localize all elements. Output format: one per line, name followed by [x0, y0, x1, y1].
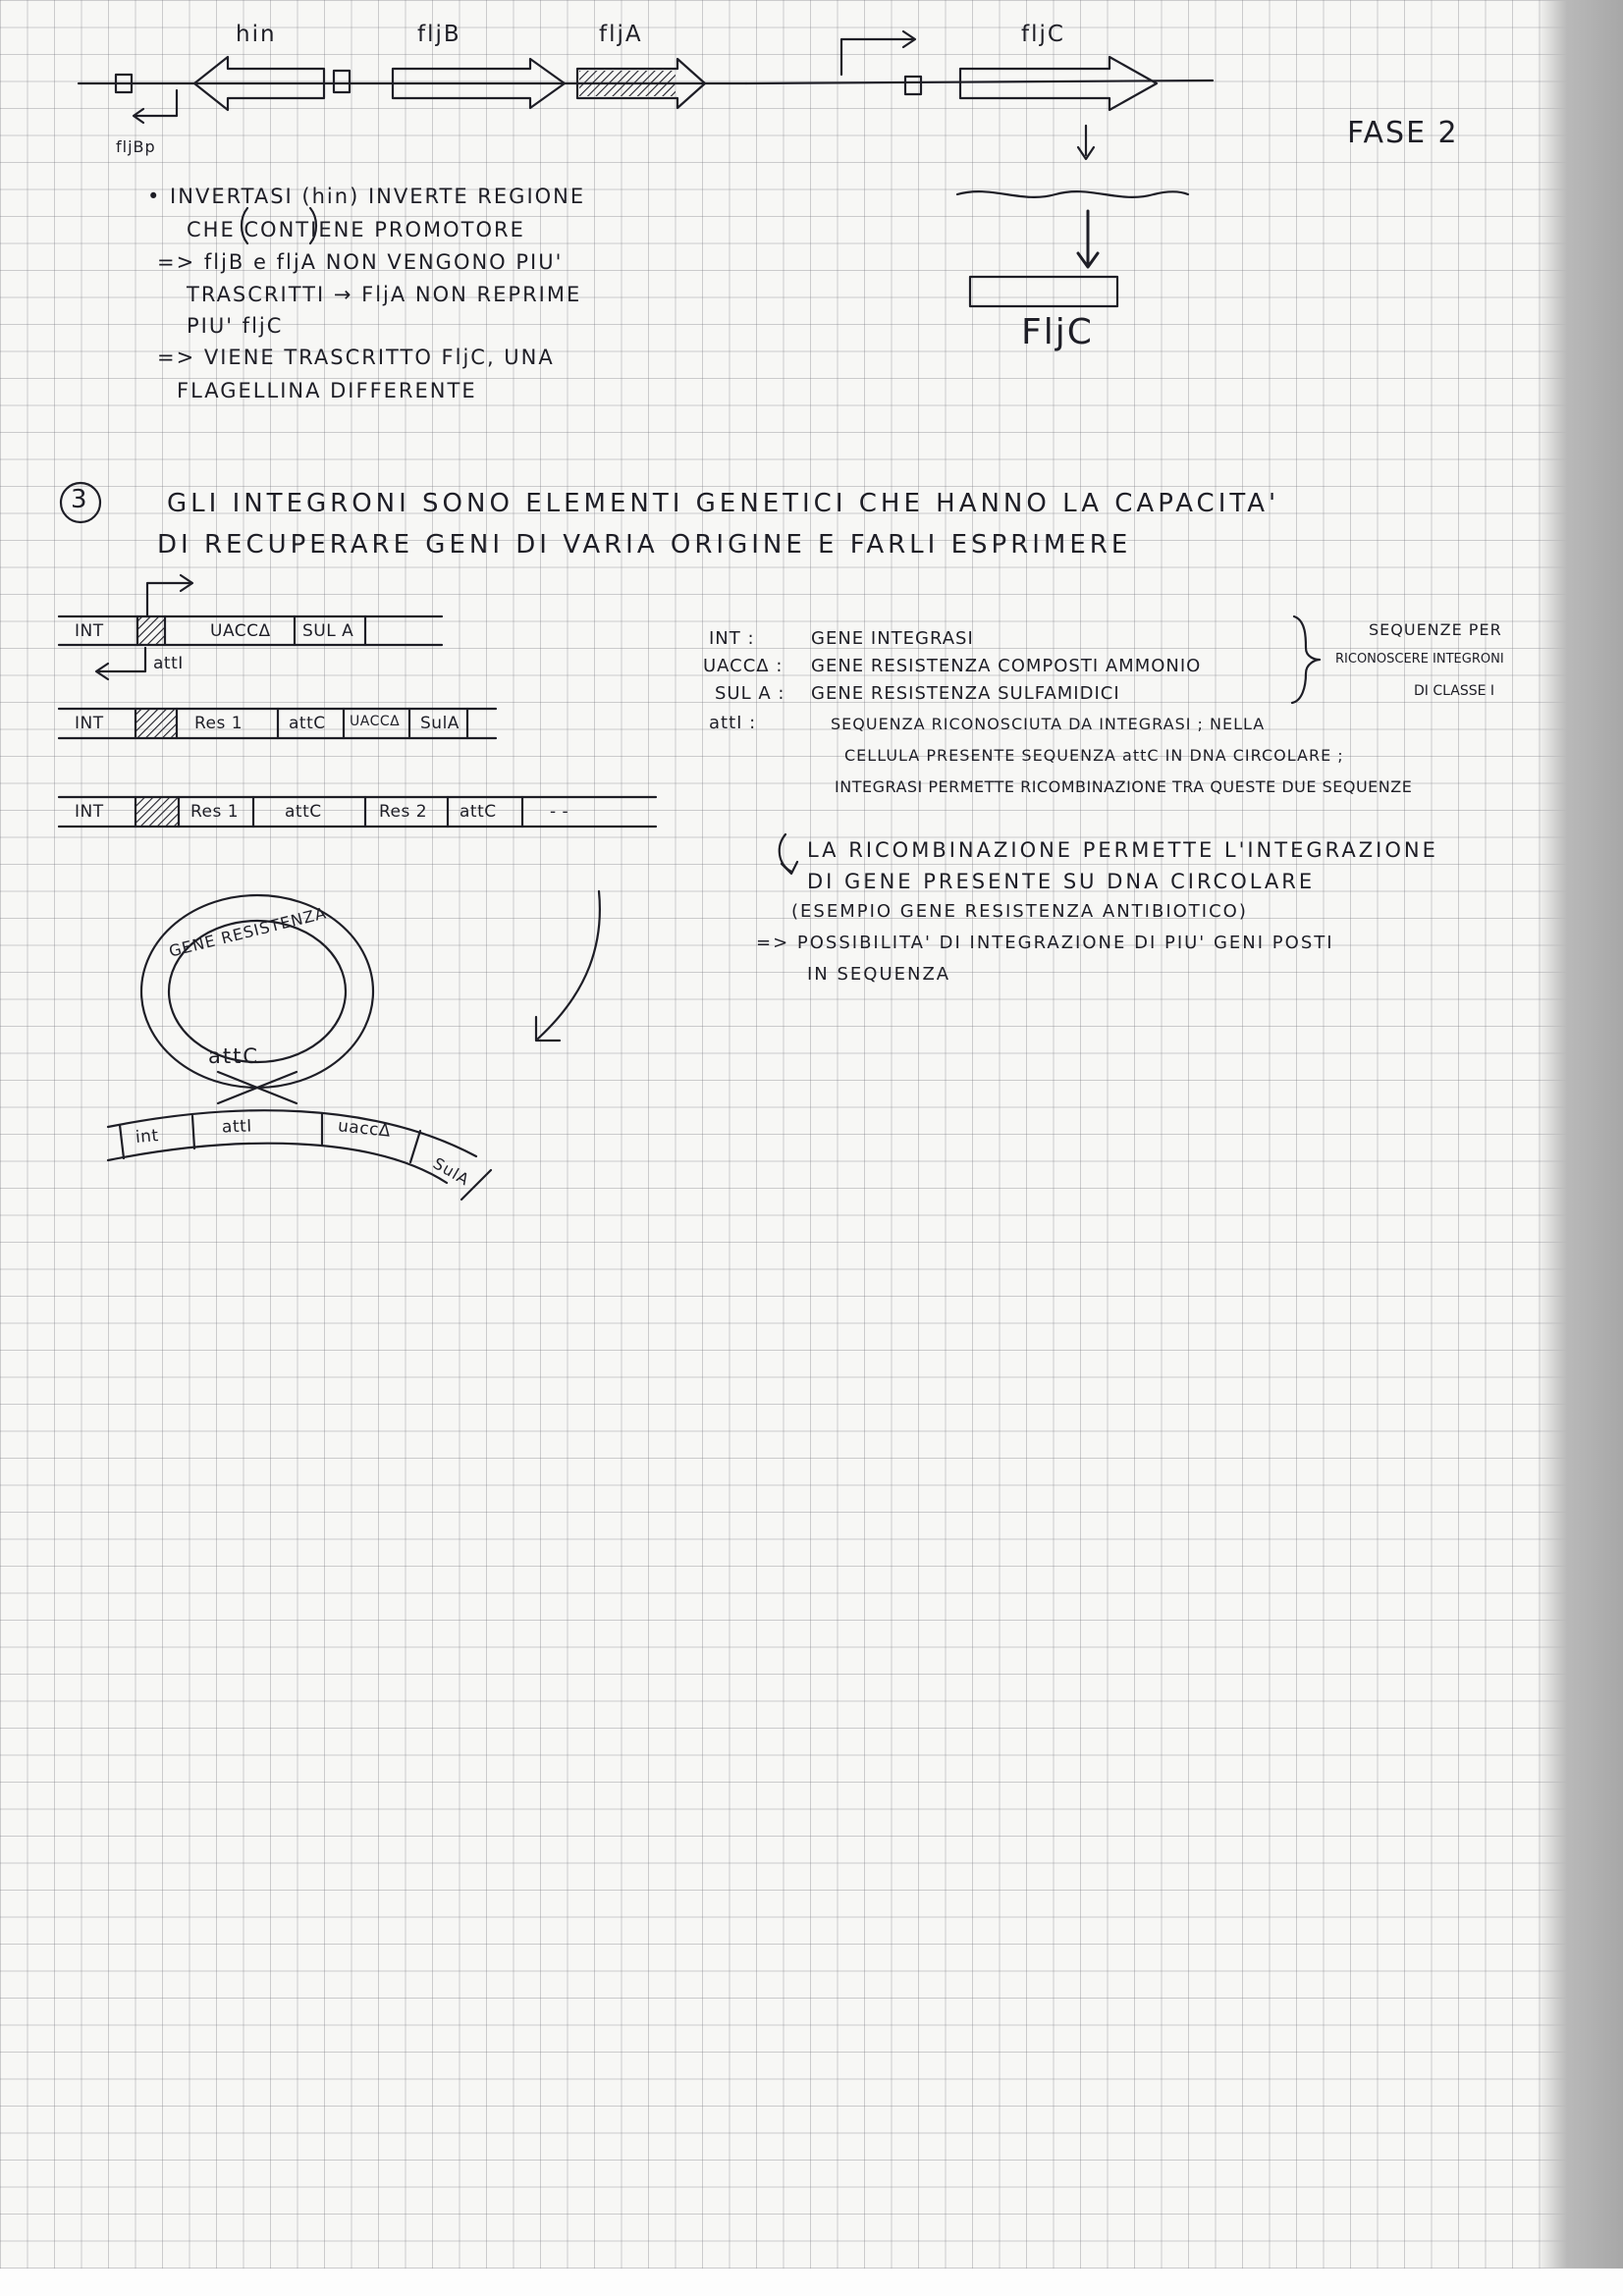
binding-shadow [1537, 0, 1623, 2296]
note-line-6: => VIENE TRASCRITTO FljC, UNA [157, 346, 555, 369]
section-number: 3 [71, 485, 89, 514]
circle-gene-label: GENE RESISTENZA [167, 903, 329, 961]
bar2-int: INT [75, 714, 104, 733]
legend-text-int: GENE INTEGRASI [811, 628, 974, 649]
bar3-int: INT [75, 802, 104, 822]
legend-key-uacc: UACCΔ : [703, 656, 784, 676]
bar3-attc-1: attC [285, 802, 322, 822]
note-line-2: CHE CONTIENE PROMOTORE [187, 218, 525, 241]
fljbp-promoter-arrow [135, 90, 177, 116]
bar1-sula: SUL A [302, 621, 354, 641]
fljc-gene-arrow [960, 57, 1157, 110]
legend-text-atti: SEQUENZA RICONOSCIUTA DA INTEGRASI ; NELLA [831, 715, 1266, 733]
recomb-line-5: IN SEQUENZA [807, 964, 951, 985]
bar3-attc-2: attC [460, 802, 497, 822]
legend-key-sula: SUL A : [715, 683, 785, 704]
legend-key-int: INT : [709, 628, 755, 649]
operon-dna-line-2 [746, 80, 1213, 83]
recomb-line-2: DI GENE PRESENTE SU DNA CIRCOLARE [807, 870, 1316, 893]
legend-text-sula: GENE RESISTENZA SULFAMIDICI [811, 683, 1120, 704]
legend-cont-2: INTEGRASI PERMETTE RICOMBINAZIONE TRA QUESTE DUE SEQUENZE [835, 777, 1413, 796]
circle-attc-label: attC [208, 1044, 259, 1068]
bar2-uacc: UACCΔ [350, 714, 401, 729]
bar3-ellipsis: - - [550, 802, 569, 822]
gene-label-fljc: fljC [1021, 22, 1065, 47]
note-line-7: FLAGELLINA DIFFERENTE [177, 379, 477, 402]
page-bottom-edge [0, 2269, 1623, 2296]
bracket-note-2: RICONOSCERE INTEGRONI [1335, 652, 1504, 667]
operator-box [905, 77, 921, 94]
gene-label-fljb: fljB [417, 22, 461, 47]
arc-uacc: uaccΔ [337, 1116, 392, 1142]
note-line-3: => fljB e fljA NON VENGONO PIU' [157, 250, 564, 274]
bar3-res2: Res 2 [379, 802, 428, 822]
bar3-res1: Res 1 [190, 802, 240, 822]
fljc-protein-bar [970, 277, 1117, 306]
gene-label-flja: fljA [599, 22, 643, 47]
irr-box [334, 71, 350, 92]
bar2-attc: attC [289, 714, 326, 733]
arc-int: int [135, 1126, 160, 1148]
promoter-label-fljbp: fljBp [116, 137, 156, 156]
arc-bar-bottom [108, 1144, 447, 1183]
section-heading-line-2: DI RECUPERARE GENI DI VARIA ORIGINE E FARLI ESPRIMERE [157, 530, 1132, 560]
arc-bar-top [108, 1110, 476, 1156]
arc-sula: SulA [429, 1153, 473, 1190]
bracket-note-1: SEQUENZE PER [1369, 620, 1502, 639]
recomb-line-1: LA RICOMBINAZIONE PERMETTE L'INTEGRAZIONE [807, 838, 1438, 862]
bar1-int: INT [75, 621, 104, 641]
arc-atti: attI [221, 1116, 253, 1138]
bracket-note-3: DI CLASSE I [1414, 683, 1495, 699]
section-heading-line-1: GLI INTEGRONI SONO ELEMENTI GENETICI CHE HANNO LA CAPACITA' [167, 489, 1280, 518]
bar2-res1: Res 1 [194, 714, 243, 733]
bar1-uacc: UACCΔ [210, 621, 271, 641]
note-line-4: TRASCRITTI → FljA NON REPRIME [187, 283, 582, 306]
flja-hatching [579, 71, 676, 96]
atti-arrow [98, 648, 145, 671]
mrna-wave [957, 191, 1188, 197]
integration-arrow [538, 891, 600, 1039]
legend-bracket [1292, 616, 1320, 703]
recomb-line-3: (ESEMPIO GENE RESISTENZA ANTIBIOTICO) [791, 901, 1248, 922]
fase-title: FASE 2 [1347, 116, 1459, 150]
bar2-sula: SulA [420, 714, 460, 733]
note-line-5: PIU' fljC [187, 314, 284, 338]
gene-label-hin: hin [236, 22, 277, 47]
legend-key-atti: attI : [709, 713, 757, 733]
note-line-1: • INVERTASI (hin) INVERTE REGIONE [147, 185, 586, 208]
product-label-fljc: FljC [1021, 312, 1094, 352]
legend-cont-1: CELLULA PRESENTE SEQUENZA attC IN DNA CIRCOLARE ; [844, 746, 1344, 765]
bar1-atti: attI [153, 654, 184, 673]
fljc-promoter-arrow [841, 39, 913, 75]
legend-text-uacc: GENE RESISTENZA COMPOSTI AMMONIO [811, 656, 1202, 676]
recomb-line-4: => POSSIBILITA' DI INTEGRAZIONE DI PIU' GENI POSTI [756, 933, 1334, 953]
